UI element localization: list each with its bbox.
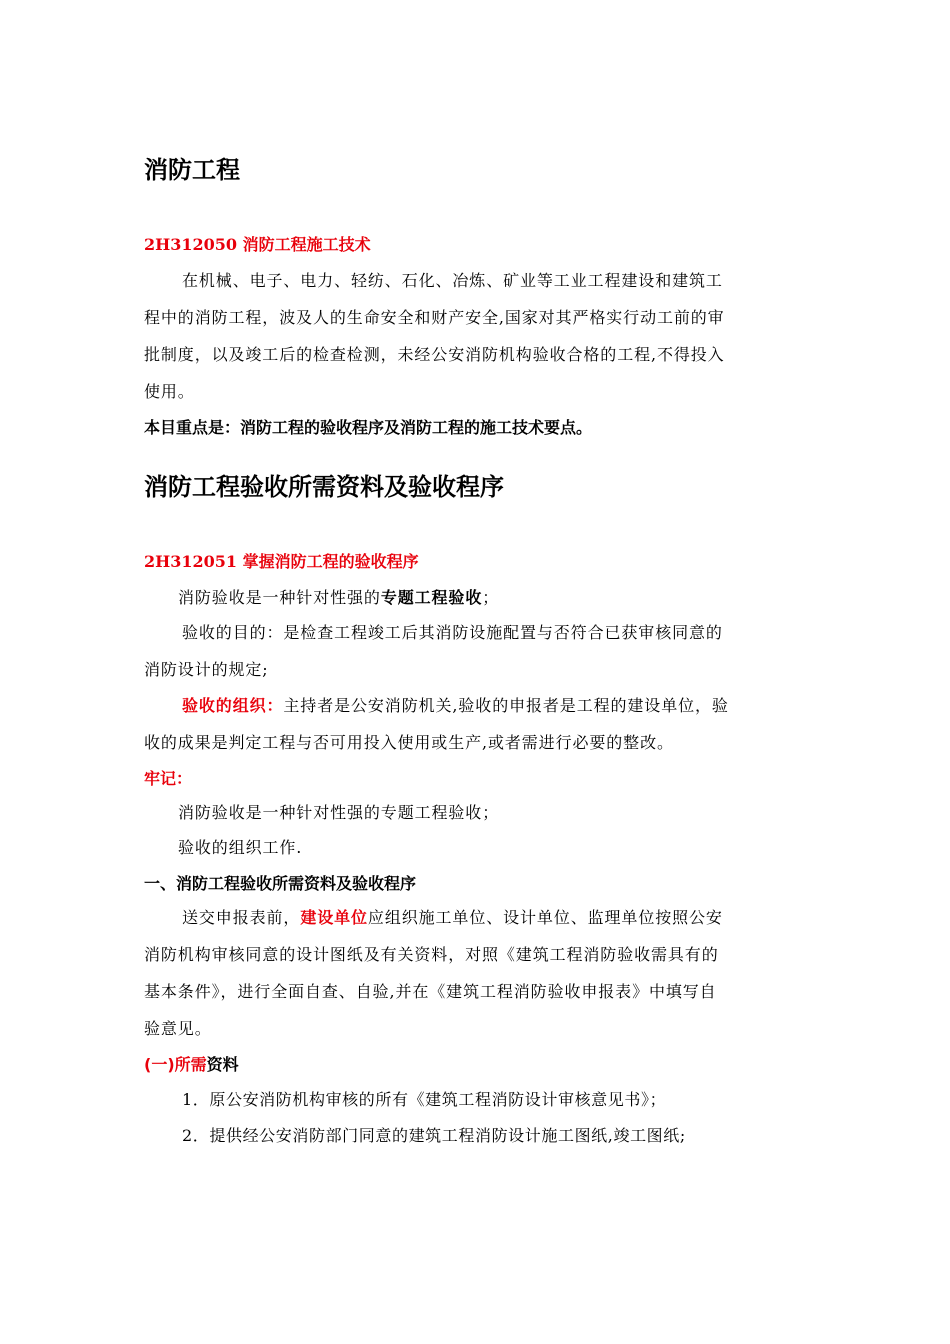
- section-heading-2h312050: [144, 234, 806, 256]
- remember-item-2: 验收的组织工作.: [178, 838, 303, 857]
- subsection-heading: 一、消防工程验收所需资料及验收程序: [144, 874, 417, 893]
- purpose-line-1: 验收的目的：是检查工程竣工后其消防设施配置与否符合已获审核同意的: [182, 623, 723, 642]
- main-title: 消防工程: [144, 156, 240, 184]
- list-item: 1．原公安消防机构审核的所有《建筑工程消防设计审核意见书》；: [182, 1090, 667, 1109]
- submit-text-pre: 送交申报表前，: [182, 908, 301, 927]
- section-heading-2h312051: [144, 551, 806, 573]
- intro-line-2: 程中的消防工程，波及人的生命安全和财产安全,国家对其严格实行动工前的审: [144, 308, 725, 327]
- second-title: 消防工程验收所需资料及验收程序: [144, 473, 504, 501]
- submit-line-3: 基本条件》，进行全面自查、自验,并在《建筑工程消防验收申报表》中填写自: [144, 982, 717, 1001]
- submit-text-post: 应组织施工单位、设计单位、监理单位按照公安: [367, 908, 723, 927]
- remember-label: 牢记：: [144, 769, 193, 788]
- required-heading-red: (一)所需: [144, 1055, 207, 1074]
- submit-line-1: [144, 907, 844, 929]
- purpose-line-2: 消防设计的规定;: [144, 660, 269, 679]
- organization-label: 验收的组织：: [182, 696, 284, 715]
- remember-item-1: 消防验收是一种针对性强的专题工程验收；: [178, 803, 500, 822]
- acceptance-definition: [144, 587, 840, 609]
- focus-note: 本目重点是：消防工程的验收程序及消防工程的施工技术要点。: [144, 418, 593, 437]
- submit-emphasis: 建设单位: [300, 908, 368, 927]
- section-code: 2H312050: [144, 235, 238, 254]
- definition-end: ；: [482, 588, 500, 607]
- submit-line-4: 验意见。: [144, 1019, 212, 1038]
- section-title: 消防工程施工技术: [237, 235, 371, 254]
- list-item: 2．提供经公安消防部门同意的建筑工程消防设计施工图纸,竣工图纸;: [182, 1126, 686, 1145]
- organization-line-1: [144, 695, 844, 717]
- section-title: 掌握消防工程的验收程序: [237, 552, 419, 571]
- intro-line-3: 批制度，以及竣工后的检查检测，未经公安消防机构验收合格的工程,不得投入: [144, 345, 725, 364]
- intro-line-1: 在机械、电子、电力、轻纺、石化、冶炼、矿业等工业工程建设和建筑工: [182, 271, 723, 290]
- organization-text: 主持者是公安消防机关,验收的申报者是工程的建设单位，验: [283, 696, 729, 715]
- definition-text: 消防验收是一种针对性强的: [178, 588, 381, 607]
- definition-emphasis: 专题工程验收: [380, 588, 483, 607]
- required-heading-black: 资料: [206, 1055, 239, 1074]
- organization-line-2: 收的成果是判定工程与否可用投入使用或生产,或者需进行必要的整改。: [144, 733, 674, 752]
- section-code: 2H312051: [144, 552, 238, 571]
- submit-line-2: 消防机构审核同意的设计图纸及有关资料，对照《建筑工程消防验收需具有的: [144, 945, 719, 964]
- required-materials-heading: [144, 1054, 806, 1076]
- intro-line-4: 使用。: [144, 382, 195, 401]
